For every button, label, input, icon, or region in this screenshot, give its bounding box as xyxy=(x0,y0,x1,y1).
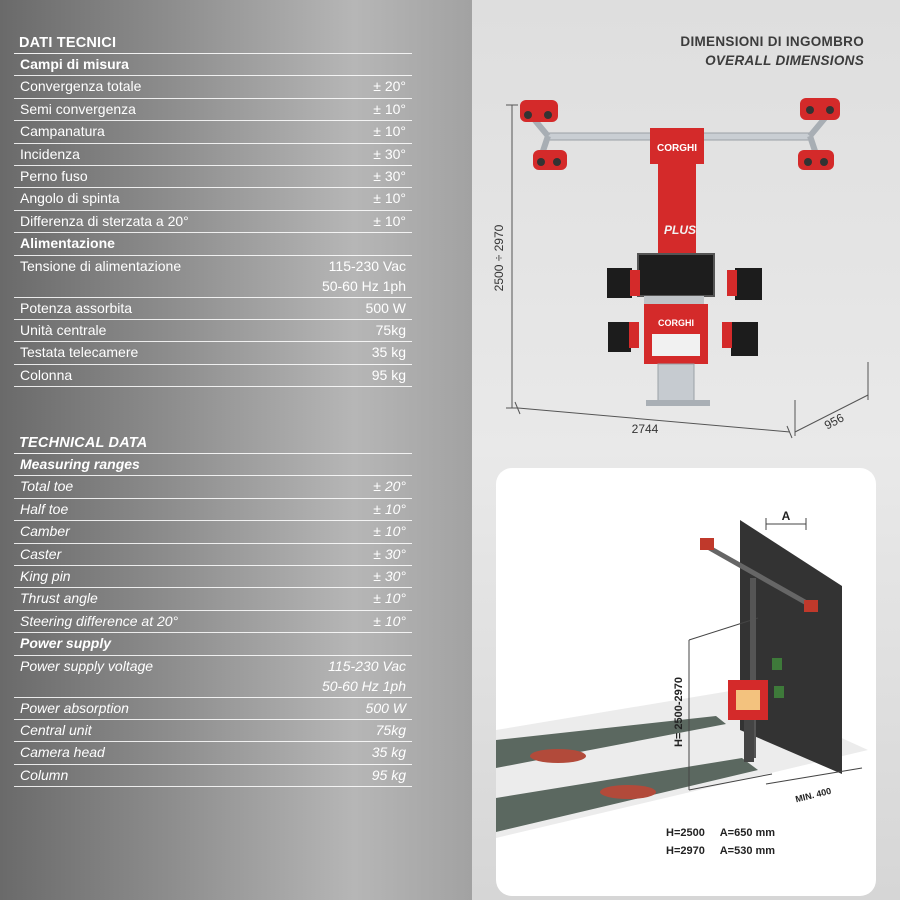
table-row: Camera head 35 kg xyxy=(14,742,412,764)
table-row: Half toe ± 10° xyxy=(14,499,412,521)
turntable-rear xyxy=(600,785,656,799)
cabinet-drawer xyxy=(652,334,700,356)
dimensions-title: DIMENSIONI DI INGOMBRO OVERALL DIMENSIONS xyxy=(680,34,864,68)
h-label: H= 2500-2970 xyxy=(673,676,685,748)
pedestal xyxy=(658,364,694,404)
measuring-header: Measuring ranges xyxy=(14,454,412,476)
table-row: Potenza assorbita 500 W xyxy=(14,298,412,320)
table-row: Testata telecamere 35 kg xyxy=(14,342,412,364)
table-row: Colonna 95 kg xyxy=(14,365,412,387)
cabinet-logo: CORGHI xyxy=(658,318,694,328)
monitor xyxy=(638,254,714,296)
table-row: Camber ± 10° xyxy=(14,521,412,543)
plus-label: PLUS xyxy=(663,223,697,237)
diagram-pedestal xyxy=(744,720,754,762)
table-row: Perno fuso ± 30° xyxy=(14,166,412,188)
power-header: Alimentazione xyxy=(14,233,412,255)
table-row: Power supply voltage 115-230 Vac 50-60 Hz 1ph xyxy=(14,656,412,698)
a-label: A xyxy=(781,509,791,523)
table-row: Central unit 75kg xyxy=(14,720,412,742)
depth-dimension: 956 xyxy=(821,410,847,433)
table-row: Unità centrale 75kg xyxy=(14,320,412,342)
italian-title: DATI TECNICI xyxy=(14,33,412,54)
brand-logo: CORGHI xyxy=(657,143,697,154)
table-row: Differenza di sterzata a 20° ± 10° xyxy=(14,211,412,233)
table-row: Power absorption 500 W xyxy=(14,698,412,720)
spec-line-1: H=2500 A=650 mm xyxy=(666,827,776,839)
table-row: Thrust angle ± 10° xyxy=(14,588,412,610)
power-header: Power supply xyxy=(14,633,412,655)
height-dimension: 2500 ÷ 2970 xyxy=(492,224,506,292)
spec-line-2: H=2970 A=530 mm xyxy=(666,845,776,857)
diagram-camera-right xyxy=(804,600,818,612)
table-row: Total toe ± 20° xyxy=(14,476,412,498)
table-row: King pin ± 30° xyxy=(14,566,412,588)
base-plate xyxy=(646,400,710,406)
table-row: Caster ± 30° xyxy=(14,544,412,566)
table-row: Incidenza ± 30° xyxy=(14,144,412,166)
turntable-front xyxy=(530,749,586,763)
english-spec-table xyxy=(14,433,412,787)
table-row: Semi convergenza ± 10° xyxy=(14,99,412,121)
english-title: TECHNICAL DATA xyxy=(14,433,412,454)
diagram-specs xyxy=(666,824,775,860)
table-row: Tensione di alimentazione 115-230 Vac 50-60 Hz 1ph xyxy=(14,256,412,298)
min-label: MIN. 400 xyxy=(794,785,833,805)
installation-diagram-card xyxy=(496,468,876,896)
diagram-camera-left xyxy=(700,538,714,550)
keyboard-shelf xyxy=(644,296,704,304)
measuring-header: Campi di misura xyxy=(14,54,412,76)
width-dimension: 2744 xyxy=(631,422,659,436)
table-row: Column 95 kg xyxy=(14,765,412,787)
table-row: Steering difference at 20° ± 10° xyxy=(14,611,412,633)
table-row: Angolo di spinta ± 10° xyxy=(14,188,412,210)
table-row: Campanatura ± 10° xyxy=(14,121,412,143)
table-row: Convergenza totale ± 20° xyxy=(14,76,412,98)
